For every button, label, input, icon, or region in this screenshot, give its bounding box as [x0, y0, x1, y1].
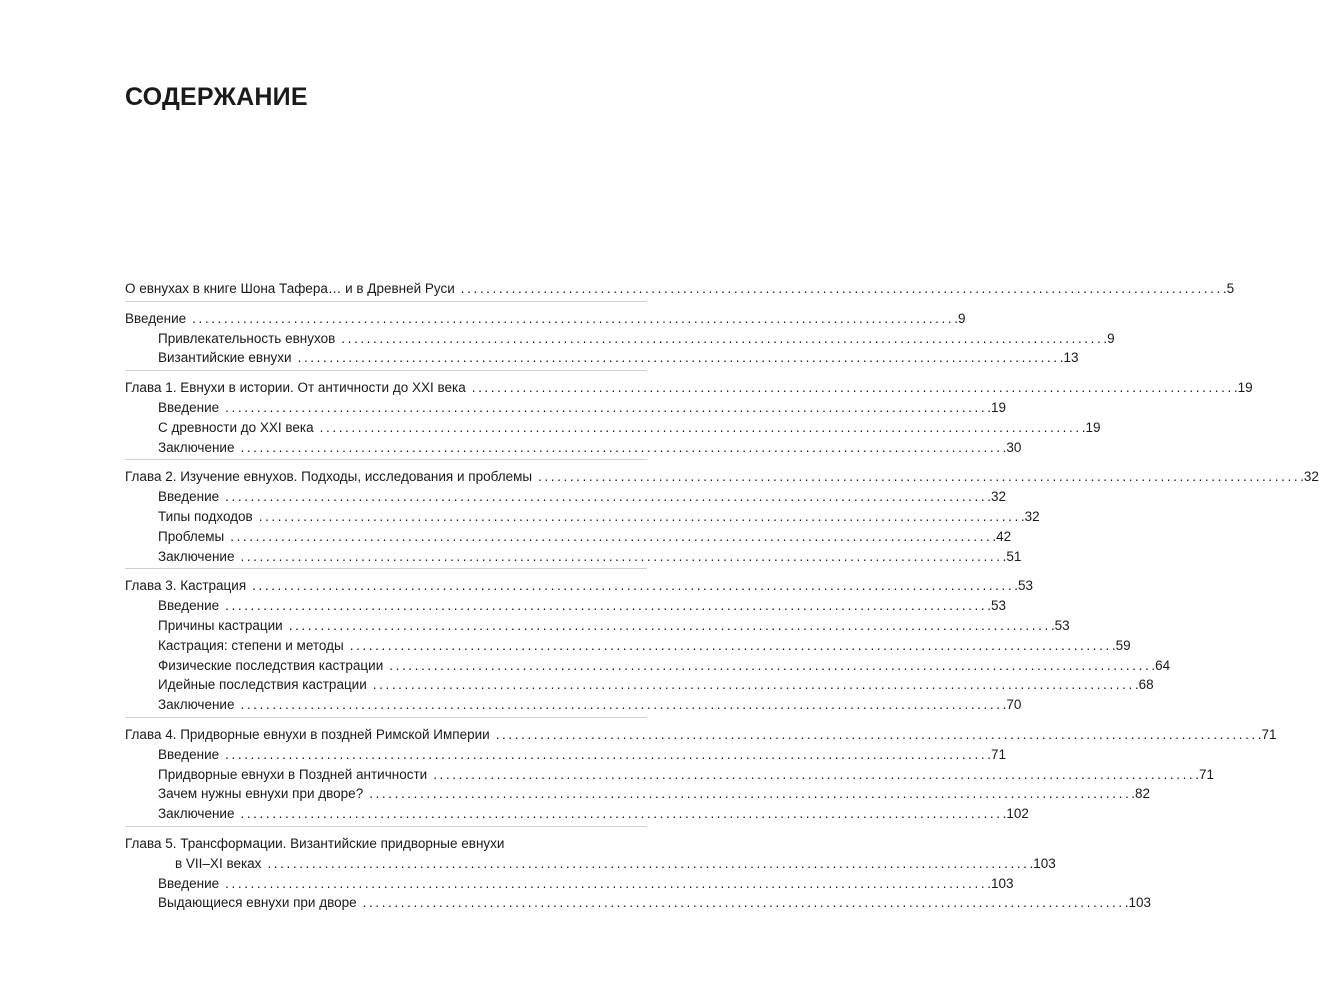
toc-entry-title: Зачем нужны евнухи при дворе? [158, 786, 364, 802]
dot-leader: ........................................................................................................................ [288, 617, 1051, 633]
toc-entry[interactable] [125, 507, 1040, 527]
toc-page-number: .103 [987, 875, 1014, 891]
toc-section [125, 378, 1253, 460]
toc-entry-title: Глава 5. Трансформации. Византийские придворные евнухи [125, 835, 505, 851]
toc-entry[interactable] [125, 695, 1022, 715]
toc-entry[interactable] [125, 467, 1319, 487]
toc-entry-title: Физические последствия кастрации [158, 657, 384, 673]
toc-section [125, 725, 1277, 827]
toc-section [125, 467, 1319, 569]
toc-entry-title: в VII–XI веках [175, 855, 262, 871]
toc-entry[interactable] [125, 576, 1034, 596]
toc-entry-title: Введение [158, 598, 220, 614]
dot-leader: ........................................................................................................................ [267, 855, 1030, 871]
toc-page-number: .71 [1257, 726, 1277, 742]
toc-entry-title: Введение [125, 310, 187, 326]
toc-entry-title: Заключение [158, 697, 235, 713]
toc-entry[interactable] [125, 329, 1115, 349]
dot-leader: ........................................................................................................................ [460, 281, 1223, 296]
toc-entry[interactable] [125, 675, 1154, 695]
toc-entry[interactable] [125, 398, 1007, 418]
toc-entry[interactable] [125, 745, 1007, 765]
toc-entry[interactable] [125, 874, 1014, 894]
toc-entry-title: Привлекательность евнухов [158, 330, 336, 346]
toc-entry-title: Придворные евнухи в Поздней античности [158, 766, 428, 782]
toc-page-number: .5 [1222, 281, 1235, 296]
toc-entry-title: Заключение [158, 806, 235, 822]
table-of-contents [125, 279, 1319, 922]
dot-leader: ........................................................................................................................ [362, 895, 1125, 911]
toc-entry-title: Введение [158, 746, 220, 762]
toc-entry-title: С древности до XXI века [158, 419, 314, 435]
toc-entry-title: Глава 3. Кастрация [125, 578, 247, 594]
dot-leader: ........................................................................................................................ [471, 380, 1234, 396]
dot-leader: ........................................................................................................................ [319, 419, 1082, 435]
toc-entry[interactable] [125, 834, 647, 854]
toc-entry[interactable] [125, 596, 1007, 616]
toc-entry[interactable] [125, 725, 1277, 745]
toc-entry-title: Введение [158, 399, 220, 415]
toc-page-number: .51 [1002, 548, 1022, 564]
toc-entry[interactable] [125, 854, 1056, 874]
toc-entry[interactable] [125, 804, 1029, 824]
toc-page-number: .53 [987, 598, 1007, 614]
toc-page-number: .103 [1124, 895, 1152, 911]
toc-page-number: .71 [1195, 766, 1215, 782]
toc-entry-title: Введение [158, 875, 220, 891]
toc-page-number: .9 [954, 310, 966, 326]
toc-entry[interactable] [125, 279, 1235, 299]
dot-leader: ........................................................................................................................ [297, 350, 1060, 366]
dot-leader: ........................................................................................................................ [225, 875, 988, 891]
toc-page-number: .102 [1002, 806, 1029, 822]
toc-entry-title: Причины кастрации [158, 617, 283, 633]
dot-leader: ........................................................................................................................ [240, 697, 1003, 713]
toc-entry-title: Введение [158, 489, 220, 505]
dot-leader: ........................................................................................................................ [349, 637, 1112, 653]
toc-page-number: .32 [1300, 469, 1319, 485]
dot-leader: ........................................................................................................................ [225, 746, 988, 762]
dot-leader: ........................................................................................................................ [389, 657, 1152, 673]
toc-page-number: .70 [1002, 697, 1022, 713]
toc-entry[interactable] [125, 616, 1070, 636]
toc-entry[interactable] [125, 893, 1152, 913]
toc-page-number: .64 [1151, 657, 1171, 673]
toc-entry-title: Кастрация: степени и методы [158, 637, 344, 653]
toc-entry[interactable] [125, 418, 1101, 438]
toc-entry[interactable] [125, 656, 1171, 676]
dot-leader: ........................................................................................................................ [230, 528, 993, 544]
dot-leader: ........................................................................................................................ [225, 598, 988, 614]
toc-entry-title: Глава 4. Придворные евнухи в поздней Римской Империи [125, 726, 490, 742]
toc-page-number: .32 [987, 489, 1007, 505]
toc-page-number: .53 [1014, 578, 1034, 594]
toc-page-number: .82 [1131, 786, 1151, 802]
toc-entry-title: Проблемы [158, 528, 225, 544]
toc-entry[interactable] [125, 309, 966, 329]
dot-leader: ........................................................................................................................ [240, 806, 1003, 822]
toc-entry-title: О евнухах в книге Шона Тафера… и в Древней Руси [125, 281, 455, 296]
toc-page-number: .42 [992, 528, 1012, 544]
dot-leader: ........................................................................................................................ [369, 786, 1132, 802]
toc-entry[interactable] [125, 636, 1131, 656]
dot-leader: ........................................................................................................................ [225, 489, 988, 505]
toc-section [125, 576, 1171, 718]
toc-entry[interactable] [125, 438, 1022, 458]
dot-leader: ........................................................................................................................ [240, 439, 1003, 455]
toc-entry[interactable] [125, 487, 1007, 507]
toc-page-number: .19 [1081, 419, 1101, 435]
toc-entry-title: Выдающиеся евнухи при дворе [158, 895, 357, 911]
dot-leader: ........................................................................................................................ [252, 578, 1015, 594]
toc-entry-title: Глава 2. Изучение евнухов. Подходы, исследования и проблемы [125, 469, 533, 485]
toc-page-number: .71 [987, 746, 1007, 762]
toc-page-number: .9 [1103, 330, 1115, 346]
dot-leader: ........................................................................................................................ [433, 766, 1196, 782]
toc-page-number: .53 [1050, 617, 1070, 633]
dot-leader: ........................................................................................................................ [258, 508, 1021, 524]
dot-leader: ........................................................................................................................ [341, 330, 1104, 346]
toc-page-number: .30 [1002, 439, 1022, 455]
toc-entry-title: Заключение [158, 548, 235, 564]
toc-page-number: .19 [1233, 380, 1253, 396]
dot-leader: ........................................................................................................................ [538, 469, 1301, 485]
toc-entry-title: Идейные последствия кастрации [158, 677, 367, 693]
toc-section [125, 834, 1152, 915]
dot-leader: ........................................................................................................................ [240, 548, 1003, 564]
toc-page-number: .32 [1020, 508, 1040, 524]
dot-leader: ........................................................................................................................ [225, 399, 988, 415]
toc-entry-title: Глава 1. Евнухи в истории. От античности до XXI века [125, 380, 466, 396]
toc-entry[interactable] [125, 784, 1151, 804]
toc-section [125, 309, 1115, 371]
dot-leader: ........................................................................................................................ [372, 677, 1135, 693]
toc-page-number: .19 [987, 399, 1007, 415]
dot-leader: ........................................................................................................................ [192, 310, 955, 326]
toc-page-number: .68 [1134, 677, 1154, 693]
toc-entry-title: Типы подходов [158, 508, 253, 524]
dot-leader: ........................................................................................................................ [495, 726, 1258, 742]
toc-entry[interactable] [125, 547, 1022, 567]
toc-entry-title: Заключение [158, 439, 235, 455]
toc-entry[interactable] [125, 378, 1253, 398]
toc-entry[interactable] [125, 765, 1215, 785]
toc-entry[interactable] [125, 527, 1012, 547]
page-title: СОДЕРЖАНИЕ [125, 83, 308, 111]
toc-page-number: .103 [1029, 855, 1056, 871]
toc-entry[interactable] [125, 348, 1079, 368]
toc-entry-title: Византийские евнухи [158, 350, 292, 366]
toc-page-number: .13 [1059, 350, 1079, 366]
toc-section [125, 279, 1235, 302]
toc-page-number: .59 [1111, 637, 1131, 653]
